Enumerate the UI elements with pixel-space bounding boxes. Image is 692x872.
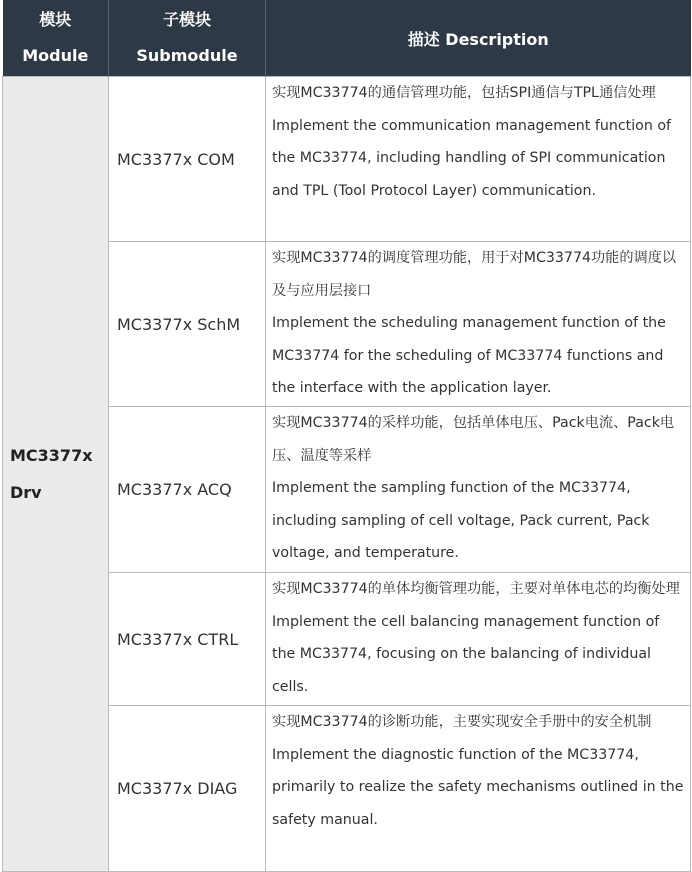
description-cell [266, 77, 691, 242]
header-submodule [109, 0, 266, 77]
description-cn: 实现MC33774的采样功能，包括单体电压、Pack电流、Pack电压、温度等采样 [272, 415, 675, 464]
table-row [3, 77, 691, 242]
header-description: 描述 Description [266, 0, 691, 77]
module-table [2, 0, 691, 872]
description-en: Implement the cell balancing management function of the MC33774, focusing on the balancing of individual cells. [272, 613, 660, 695]
module-name-line1: MC3377x [10, 446, 93, 465]
submodule-cell: MC3377x DIAG [109, 706, 266, 872]
description-en: Implement the scheduling management function of the MC33774 for the scheduling of MC33774 functions and the interface with the application layer. [272, 315, 666, 397]
description-cell [266, 573, 691, 706]
description-cn: 实现MC33774的调度管理功能，用于对MC33774功能的调度以及与应用层接口 [272, 250, 677, 299]
module-cell [3, 77, 109, 872]
header-submodule-cn: 子模块 [162, 10, 211, 29]
submodule-cell: MC3377x SchM [109, 242, 266, 407]
description-cn: 实现MC33774的通信管理功能，包括SPI通信与TPL通信处理 [272, 85, 656, 101]
description-cn: 实现MC33774的诊断功能，主要实现安全手册中的安全机制 [272, 714, 652, 730]
module-name-line2: Drv [10, 483, 42, 502]
header-module-en: Module [22, 46, 89, 65]
header-submodule-en: Submodule [136, 46, 238, 65]
submodule-cell: MC3377x COM [109, 77, 266, 242]
description-cn: 实现MC33774的单体均衡管理功能，主要对单体电芯的均衡处理 [272, 581, 680, 597]
description-en: Implement the sampling function of the MC33774, including sampling of cell voltage, Pack current, Pack voltage, and temperature. [272, 480, 650, 562]
header-module [3, 0, 109, 77]
description-en: Implement the diagnostic function of the MC33774, primarily to realize the safety mechanisms outlined in the safety manual. [272, 746, 684, 828]
description-cell [266, 706, 691, 872]
header-module-cn: 模块 [39, 10, 72, 29]
description-cell [266, 407, 691, 573]
submodule-cell: MC3377x CTRL [109, 573, 266, 706]
description-en: Implement the communication management function of the MC33774, including handling of SPI communication and TPL (Tool Protocol Layer) communication. [272, 117, 672, 199]
description-cell [266, 242, 691, 407]
header-row [3, 0, 691, 77]
submodule-cell: MC3377x ACQ [109, 407, 266, 573]
